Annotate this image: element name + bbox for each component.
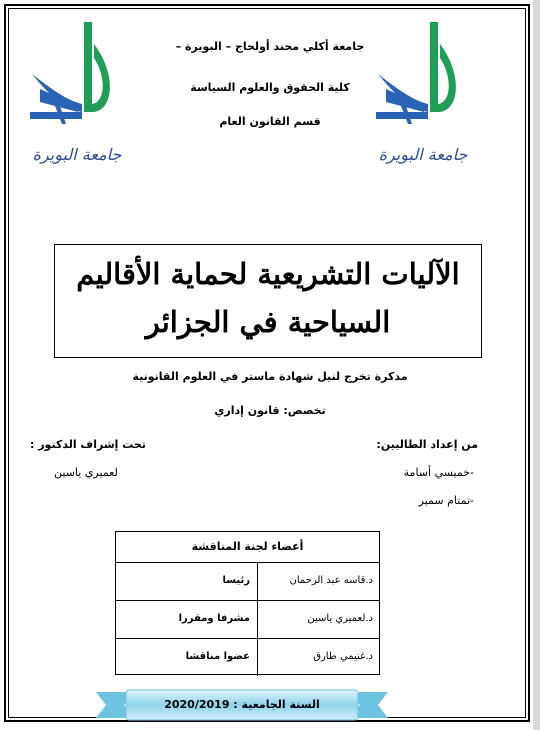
- committee-member-role: مشرفا ومقررا: [178, 613, 250, 624]
- specialty: تخصص: قانون إداري: [214, 404, 326, 417]
- department-name: قسم القانون العام: [219, 115, 321, 128]
- committee-member-role: رئيسا: [222, 575, 250, 586]
- supervisor-label: تحت إشراف الدكتور :: [30, 438, 146, 451]
- academic-year: السنة الجامعية : 2020/2019: [164, 698, 320, 711]
- students-label: من إعداد الطالبين:: [376, 438, 478, 451]
- committee-title: أعضاء لجنة المناقشة: [116, 532, 379, 563]
- thesis-title-line1: الآليات التشريعية لحماية الأقاليم: [76, 257, 460, 291]
- committee-member-name: د.لعميري ياسين: [257, 600, 379, 638]
- committee-row: [116, 638, 379, 676]
- university-logo-label: جامعة البويرة: [32, 145, 122, 164]
- supervisor-name: لعميري ياسين: [54, 466, 118, 479]
- committee-member-name: د.قاسه عبد الرحمان: [257, 562, 379, 600]
- thesis-title-line2: السياحية في الجزائر: [145, 305, 391, 339]
- committee-row: [116, 600, 379, 639]
- student-name-2: -تمتام سمير: [418, 494, 474, 507]
- committee-member-role: عضوا مناقشا: [185, 651, 250, 662]
- university-name: جامعة أكلي محند أولحاج – البويرة –: [175, 40, 365, 53]
- thesis-subtitle: مذكرة تخرج لنيل شهادة ماستر في العلوم القانونية: [132, 370, 408, 383]
- scrollbar-edge: [533, 0, 540, 730]
- faculty-name: كلية الحقوق والعلوم السياسة: [190, 81, 350, 94]
- committee-table: [115, 531, 380, 675]
- committee-row: [116, 562, 379, 601]
- university-logo-label: جامعة البويرة: [378, 145, 468, 164]
- student-name-1: -خميسي أسامة: [403, 466, 474, 479]
- academic-year-banner: [96, 688, 388, 722]
- title-box: [54, 244, 482, 358]
- committee-member-name: د.غنيمي طارق: [257, 638, 379, 676]
